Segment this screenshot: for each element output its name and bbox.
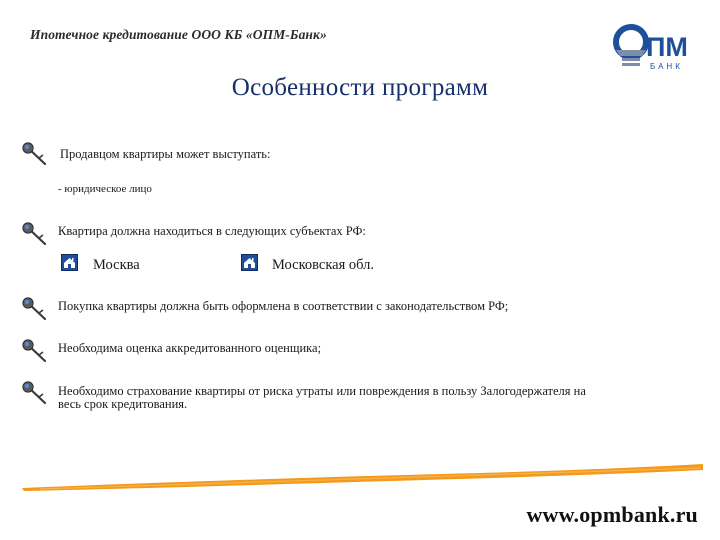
item-seller: Продавцом квартиры может выступать: (60, 147, 271, 161)
item-legal-compliance: Покупка квартиры должна быть оформлена в соответствии с законодательством РФ; (58, 299, 509, 313)
logo-subtitle: БАНК (650, 62, 683, 71)
slide-title: Особенности программ (231, 74, 489, 101)
region-moscow: Москва (93, 257, 140, 273)
pen-key-icon (21, 296, 49, 322)
presentation-header: Ипотечное кредитование ООО КБ «ОПМ-Банк» (30, 27, 327, 42)
pen-key-icon (21, 221, 49, 247)
item-insurance-line2: весь срок кредитования. (58, 397, 188, 411)
item-insurance-line1: Необходимо страхование квартиры от риска утраты или повреждения в пользу Залогодержателя на (58, 384, 586, 398)
sub-item-legal-entity: - юридическое лицо (58, 183, 152, 195)
house-icon (61, 254, 78, 271)
orange-brush-stroke (20, 461, 705, 491)
logo-letters: ПМ (646, 32, 688, 62)
pen-key-icon (21, 141, 49, 167)
house-icon (241, 254, 258, 271)
item-appraisal: Необходима оценка аккредитованного оценщика; (58, 341, 322, 355)
pen-key-icon (21, 338, 49, 364)
region-moscow-oblast: Московская обл. (272, 257, 375, 273)
website-url[interactable]: www.opmbank.ru (526, 502, 698, 527)
item-location: Квартира должна находиться в следующих субъектах РФ: (58, 224, 366, 238)
pen-key-icon (21, 380, 49, 406)
opm-bank-logo (612, 20, 704, 76)
logo-graphic (612, 20, 704, 76)
